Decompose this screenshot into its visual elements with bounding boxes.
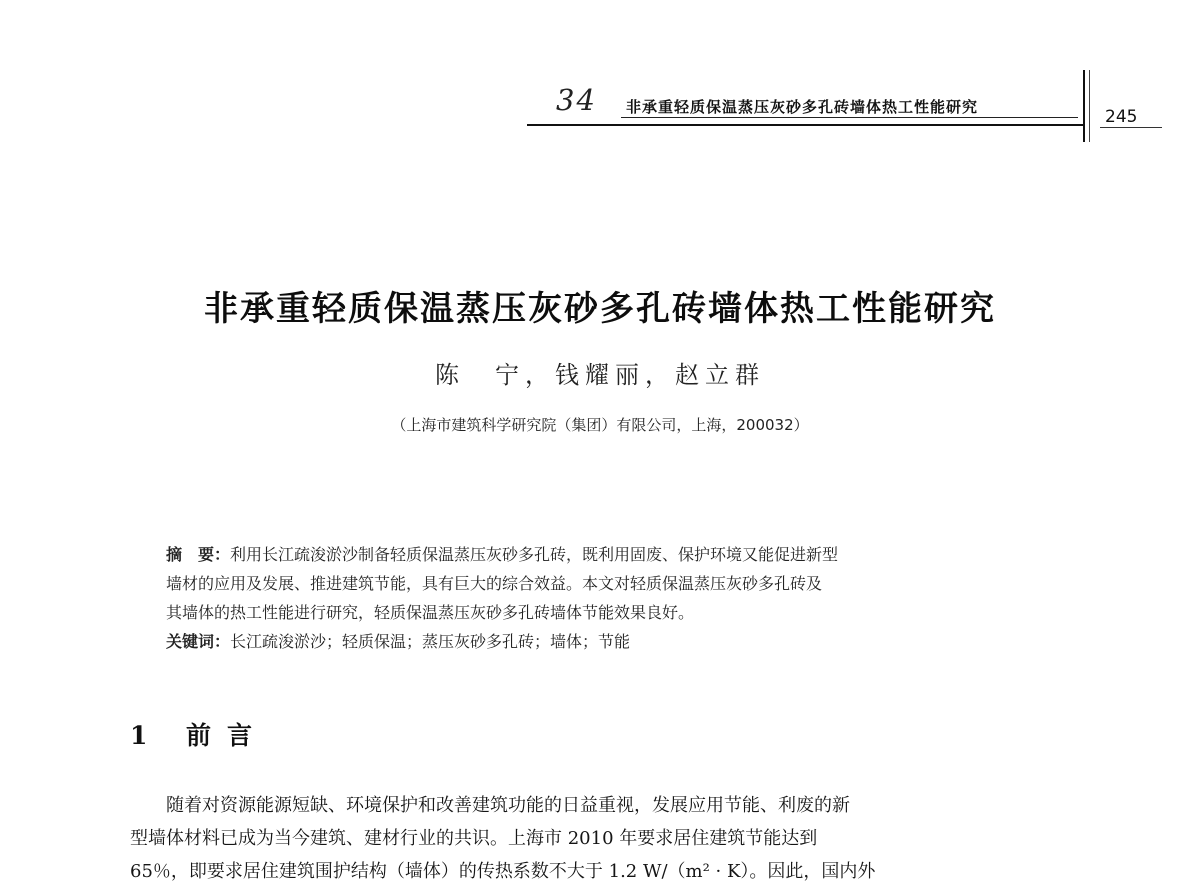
section-number: 1 (130, 721, 148, 750)
article-authors: 陈 宁，钱耀丽，赵立群 (435, 361, 765, 389)
running-header-rule (527, 124, 1084, 126)
running-header-underline (621, 117, 1078, 118)
body-line: 随着对资源能源短缺、环境保护和改善建筑功能的日益重视，发展应用节能、利废的新 (166, 795, 850, 816)
abstract-line: 其墙体的热工性能进行研究，轻质保温蒸压灰砂多孔砖墙体节能效果良好。 (166, 603, 695, 622)
abstract-line (166, 540, 1046, 569)
abstract (166, 540, 1046, 656)
section-title: 前言 (186, 721, 269, 750)
running-header-divider-thin (1089, 70, 1090, 142)
body-line: 65％，即要求居住建筑围护结构（墙体）的传热系数不大于 1.2 W/（m² · K）。因此，国内外 (130, 861, 876, 882)
abstract-text: 利用长江疏浚淤沙制备轻质保温蒸压灰砂多孔砖，既利用固废、保护环境又能促进新型 (230, 545, 839, 564)
abstract-line: 墙材的应用及发展、推进建筑节能，具有巨大的综合效益。本文对轻质保温蒸压灰砂多孔砖及 (166, 574, 823, 593)
keywords-label: 关键词： (166, 632, 231, 651)
body-paragraph (130, 789, 1090, 888)
running-header-divider (1083, 70, 1085, 142)
running-header-title: 非承重轻质保温蒸压灰砂多孔砖墙体热工性能研究 (626, 98, 979, 116)
page-number: 245 (1105, 107, 1138, 127)
abstract-label: 摘 要： (166, 545, 231, 564)
body-line: 型墙体材料已成为当今建筑、建材行业的共识。上海市 2010 年要求居住建筑节能达到 (130, 828, 818, 849)
keywords-text: 长江疏浚淤沙；轻质保温；蒸压灰砂多孔砖；墙体；节能 (230, 632, 631, 651)
article-title: 非承重轻质保温蒸压灰砂多孔砖墙体热工性能研究 (204, 289, 996, 329)
running-header-chapter-number: 34 (556, 83, 597, 117)
section-heading (130, 716, 268, 752)
article-affiliation: （上海市建筑科学研究院（集团）有限公司，上海，200032） (391, 416, 809, 434)
keywords-line (166, 627, 1046, 656)
running-header-rule-right (1100, 127, 1162, 128)
